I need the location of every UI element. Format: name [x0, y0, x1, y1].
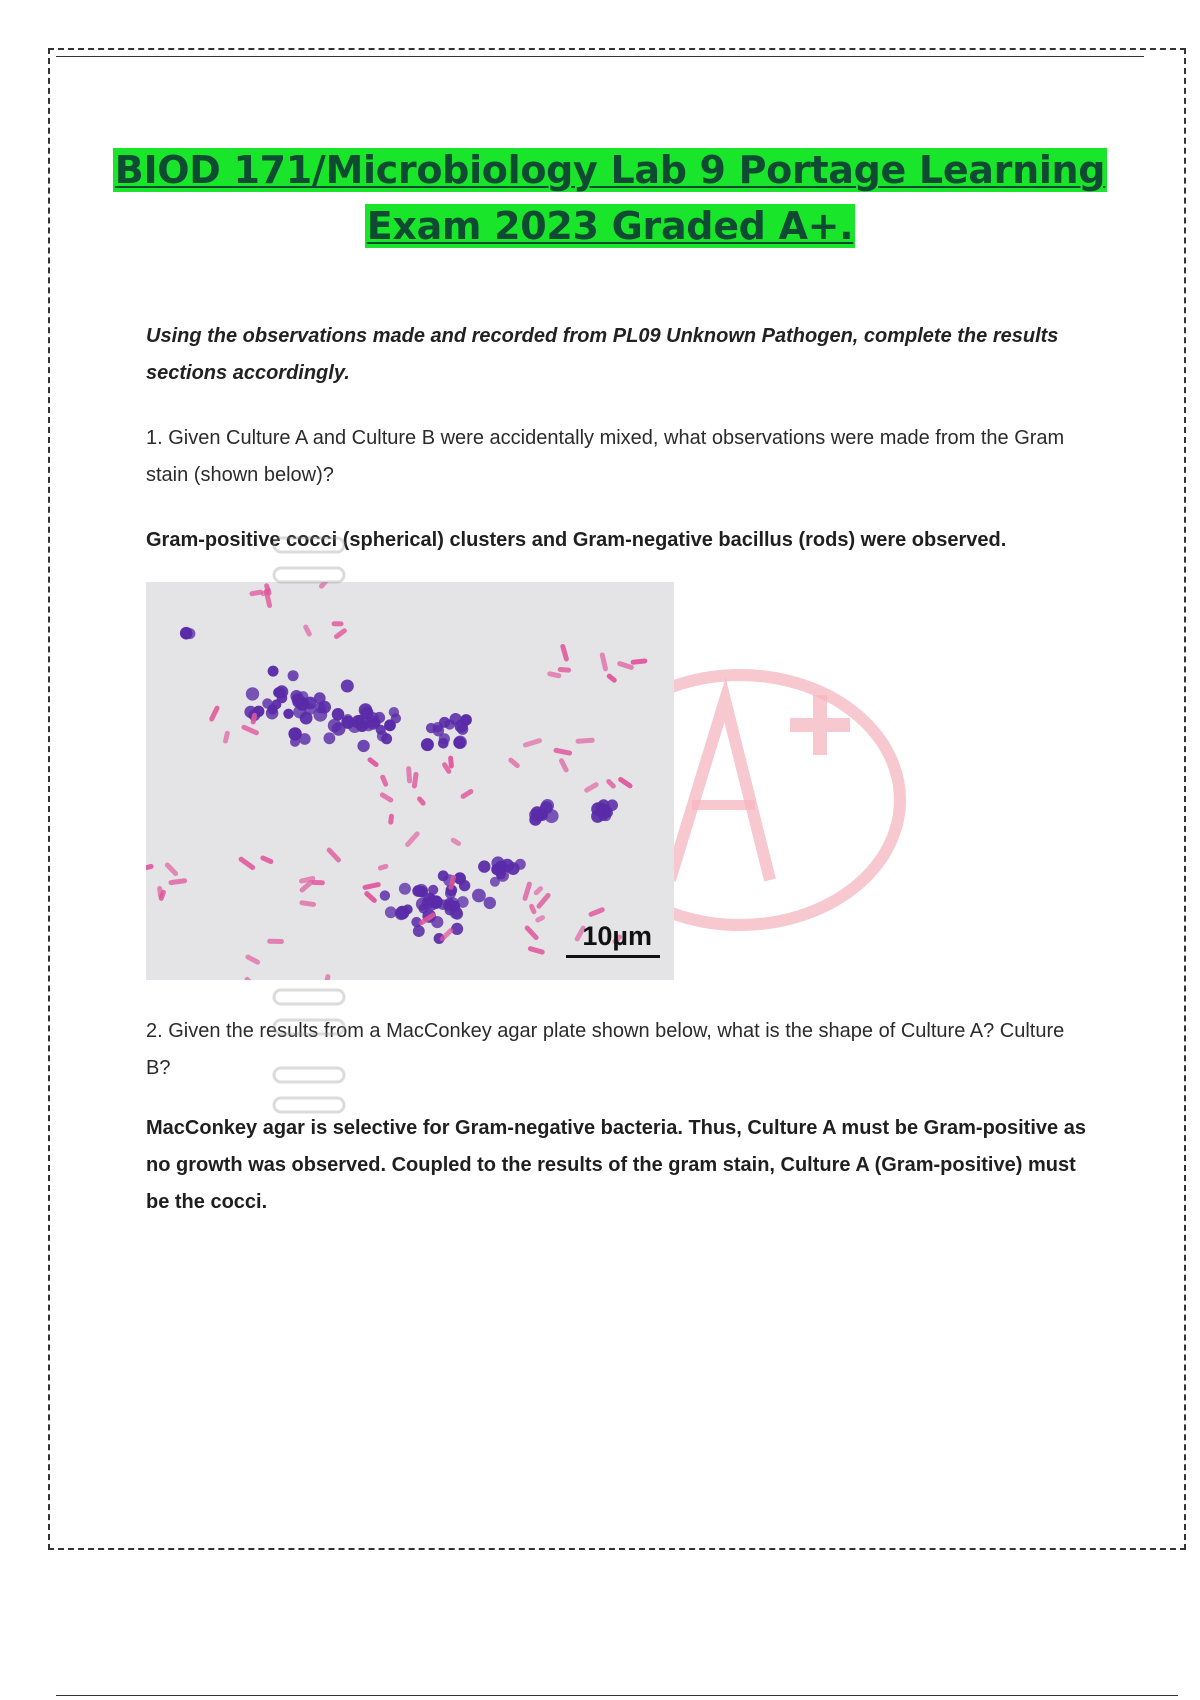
bacillus-cell [311, 880, 325, 885]
bacillus-cell [599, 652, 608, 672]
bacillus-cell [238, 856, 257, 871]
coccus-cell [300, 712, 313, 725]
coccus-cell [246, 687, 259, 700]
coccus-cell [324, 732, 336, 744]
coccus-cell [428, 885, 438, 895]
bacillus-cell [164, 861, 179, 877]
gram-stain-micrograph [146, 582, 674, 980]
bacillus-cell [379, 791, 394, 803]
coccus-cell [357, 740, 369, 752]
coccus-cell [426, 898, 438, 910]
bacillus-cell [617, 776, 633, 789]
bacillus-cell [302, 624, 312, 638]
coccus-cell [591, 810, 604, 823]
coccus-cell [413, 925, 425, 937]
bacillus-cell [245, 954, 261, 966]
coccus-cell [395, 907, 408, 920]
scale-label: 10µm [582, 921, 652, 951]
coccus-cell [459, 880, 470, 891]
bacillus-cell [527, 946, 545, 956]
bacillus-cell [249, 589, 263, 596]
bacillus-cell [406, 766, 412, 784]
coccus-cell [363, 720, 375, 732]
coccus-cell [348, 719, 362, 733]
bacillus-cell [605, 778, 617, 790]
coccus-cell [292, 694, 304, 706]
bacillus-cell [388, 813, 394, 825]
coccus-cell [381, 733, 392, 744]
bacillus-cell [146, 863, 154, 872]
coccus-cell [290, 737, 300, 747]
coccus-cell [449, 906, 462, 919]
bacillus-cell [362, 882, 381, 891]
coccus-cell [341, 680, 354, 693]
bacillus-cell [522, 738, 542, 749]
bacillus-cell [260, 855, 275, 865]
bacillus-cell [363, 890, 378, 904]
title-line-2: Exam 2023 Graded A+. [366, 204, 854, 248]
bottom-rule [56, 1695, 1178, 1696]
coccus-cell [433, 722, 443, 732]
coccus-cell [415, 884, 428, 897]
bacillus-cell [208, 705, 220, 723]
bacillus-cell [450, 837, 462, 847]
bacillus-cell [377, 863, 389, 871]
bacillus-cell [553, 747, 572, 755]
bacillus-cell [223, 730, 231, 744]
coccus-cell [288, 670, 299, 681]
bacillus-cell [588, 906, 606, 917]
coccus-cell [332, 708, 345, 721]
coccus-cell [283, 709, 293, 719]
bacillus-cell [560, 643, 570, 662]
intro-instructions: Using the observations made and recorded from PL09 Unknown Pathogen, complete the results sections accordingly. [146, 325, 1059, 384]
bacillus-cell [379, 774, 389, 788]
bacillus-cell [416, 795, 427, 806]
coccus-cell [453, 736, 465, 748]
coccus-cell [271, 699, 281, 709]
coccus-cell [399, 883, 411, 895]
bacillus-cell [630, 658, 647, 665]
scale-bar [566, 955, 660, 958]
coccus-cell [472, 889, 486, 903]
bacillus-cell [448, 755, 454, 768]
bacillus-cell [606, 673, 618, 684]
coccus-cell [315, 702, 326, 713]
answer-1: Gram-positive cocci (spherical) clusters and Gram-negative bacillus (rods) were observed. [146, 529, 1007, 551]
bacillus-cell [322, 974, 331, 980]
bacillus-cell [507, 757, 521, 770]
bacillus-cell [326, 846, 342, 863]
coccus-cell [389, 707, 399, 717]
document-title [60, 142, 1160, 254]
bacillus-cell [241, 724, 260, 736]
coccus-cell [273, 687, 283, 697]
bacillus-cell [412, 772, 419, 789]
bacillus-cell [299, 900, 316, 907]
title-line-1: BIOD 171/Microbiology Lab 9 Portage Learning [114, 148, 1106, 192]
bacillus-cell [583, 781, 599, 793]
question-1: 1. Given Culture A and Culture B were accidentally mixed, what observations were made from the Gram stain (shown below)? [146, 427, 1065, 486]
bacillus-cell [404, 830, 421, 848]
bacillus-cell [318, 582, 329, 590]
bacillus-cell [367, 756, 380, 768]
bacillus-cell [522, 881, 533, 901]
coccus-cell [438, 738, 449, 749]
coccus-cell [534, 809, 547, 822]
top-rule [56, 56, 1144, 57]
coccus-cell [268, 666, 279, 677]
bacillus-cell [575, 738, 595, 744]
bacillus-cell [333, 627, 348, 640]
bacillus-cell [460, 788, 475, 800]
bacillus-cell [558, 667, 572, 673]
coccus-cell [515, 859, 526, 870]
bacillus-cell [332, 621, 344, 626]
bacillus-cell [244, 976, 261, 980]
bacillus-cell [528, 903, 537, 915]
bacillus-cell [168, 878, 187, 886]
bacillus-cell [547, 671, 562, 679]
coccus-cell [421, 738, 434, 751]
answer-2: MacConkey agar is selective for Gram-negative bacteria. Thus, Culture A must be Gram-positive as no growth was observed. Coupled to the results of the gram stain, Culture A (Gram-positive) must be the cocci. [146, 1117, 1086, 1213]
coccus-cell [380, 890, 390, 900]
bacillus-cell [534, 914, 545, 923]
question-2: 2. Given the results from a MacConkey agar plate shown below, what is the shape of Culture A? Culture B? [146, 1020, 1065, 1079]
coccus-cell [451, 923, 463, 935]
coccus-cell [478, 860, 490, 872]
coccus-cell [457, 724, 468, 735]
coccus-cell [484, 897, 496, 909]
bacillus-cell [558, 757, 569, 773]
coccus-cell [180, 627, 193, 640]
coccus-cell [491, 864, 502, 875]
bacillus-cell [267, 939, 284, 944]
coccus-cell [438, 870, 449, 881]
coccus-cell [450, 713, 462, 725]
bacillus-cell [524, 924, 540, 941]
bacillus-cell [533, 885, 544, 896]
